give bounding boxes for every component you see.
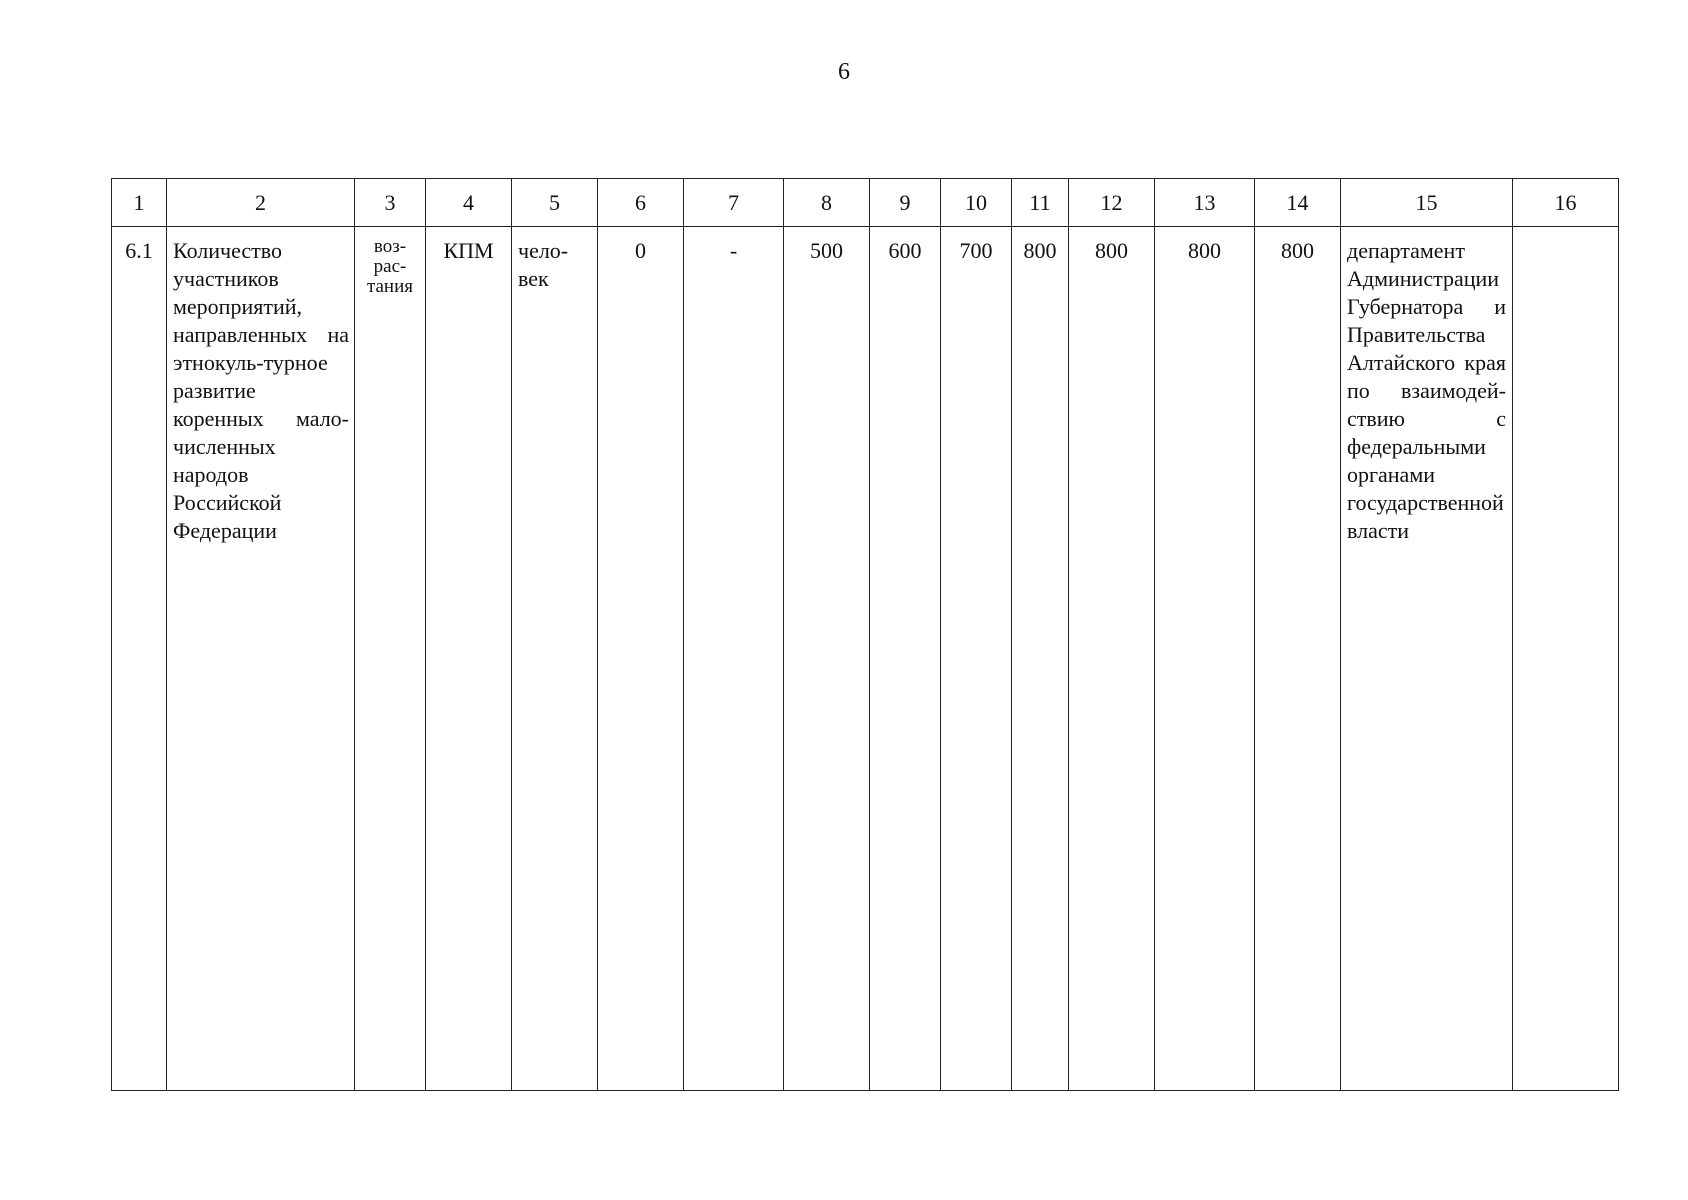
unit-text: чело- век xyxy=(518,238,569,291)
header-cell: 8 xyxy=(784,179,870,227)
header-cell: 5 xyxy=(512,179,598,227)
value-cell: 800 xyxy=(1012,227,1069,1091)
value-cell: 800 xyxy=(1069,227,1155,1091)
value-cell: 0 xyxy=(598,227,684,1091)
value-cell: 800 xyxy=(1155,227,1255,1091)
unit-cell xyxy=(512,227,598,1091)
indicator-name-cell: Количество участников мероприятий, направленных на этнокуль-турное развитие коренных мало-численных народов Российской Федерации xyxy=(167,227,355,1091)
header-cell: 16 xyxy=(1513,179,1619,227)
row-number-cell: 6.1 xyxy=(112,227,167,1091)
type-cell: КПМ xyxy=(426,227,512,1091)
trend-cell xyxy=(355,227,426,1091)
value-cell: - xyxy=(684,227,784,1091)
header-cell: 11 xyxy=(1012,179,1069,227)
header-cell: 12 xyxy=(1069,179,1155,227)
header-cell: 2 xyxy=(167,179,355,227)
header-cell: 14 xyxy=(1255,179,1341,227)
header-cell: 6 xyxy=(598,179,684,227)
trend-text: воз- рас- тания xyxy=(366,236,414,297)
page-number: 6 xyxy=(838,59,850,85)
header-cell: 10 xyxy=(941,179,1012,227)
responsible-cell: департамент Администрации Губернатора и Правительства Алтайского края по взаимодей-ствию с федеральными органами государственной власти xyxy=(1341,227,1513,1091)
header-cell: 3 xyxy=(355,179,426,227)
header-cell: 13 xyxy=(1155,179,1255,227)
header-cell: 15 xyxy=(1341,179,1513,227)
empty-cell xyxy=(1513,227,1619,1091)
header-cell: 4 xyxy=(426,179,512,227)
header-cell: 9 xyxy=(870,179,941,227)
header-cell: 7 xyxy=(684,179,784,227)
header-cell: 1 xyxy=(112,179,167,227)
value-cell: 800 xyxy=(1255,227,1341,1091)
value-cell: 700 xyxy=(941,227,1012,1091)
value-cell: 500 xyxy=(784,227,870,1091)
indicator-table xyxy=(111,178,1619,1091)
table-row xyxy=(112,227,1619,1091)
table-header-row xyxy=(112,179,1619,227)
value-cell: 600 xyxy=(870,227,941,1091)
